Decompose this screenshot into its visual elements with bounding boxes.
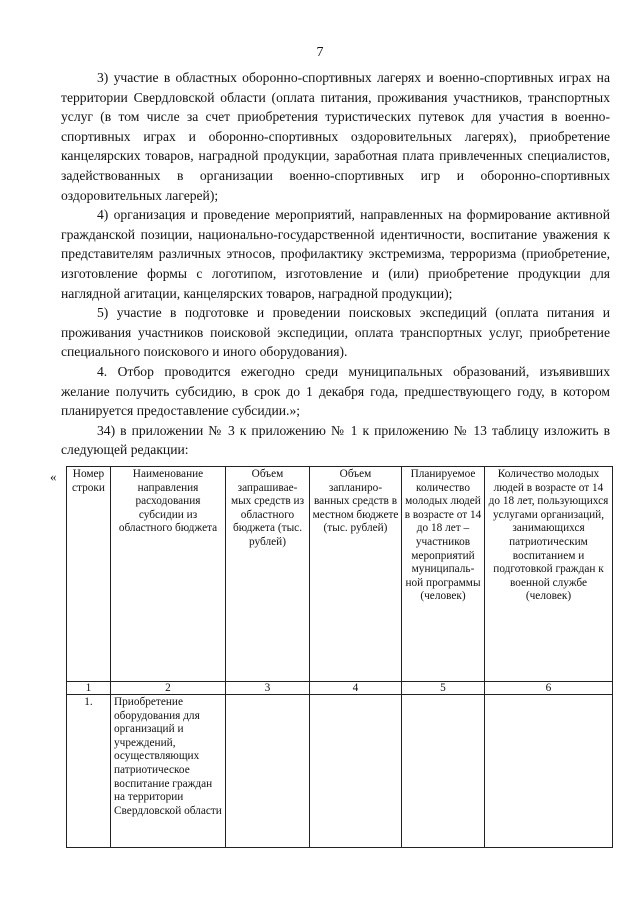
subsidy-table <box>66 466 613 848</box>
column-number: 6 <box>485 682 613 695</box>
header-requested-funds: Объем запрашивае-мых средств из областного бюджета (тыс. рублей) <box>226 467 310 682</box>
row-direction-cell: Приобретение оборудования для организаций и учреждений, осуществляющих патриотическое воспитание граждан на территории Свердловской области <box>111 695 226 848</box>
paragraph-item-4: 4) организация и проведение мероприятий, направленных на формирование активной гражданской позиции, национально-государственной идентичности, воспитание уважения к представителям различных этносов, профилактику экстремизма, терроризма (приобретение, изготовление формы с логотипом, изготовление и (или) приобретение продукции для наглядной агитации, канцелярских товаров, наградной продукции); <box>61 207 610 301</box>
row-participants-cell <box>402 695 485 848</box>
row-planned-cell <box>310 695 402 848</box>
column-number: 2 <box>111 682 226 695</box>
column-number: 3 <box>226 682 310 695</box>
header-row-number: Номер строки <box>67 467 111 682</box>
table-header-row <box>67 467 613 682</box>
header-service-users: Количество молодых людей в возрасте от 14 до 18 лет, пользующихся услугами организаций, занимающихся патриотическим воспитанием и подготовкой граждан к военной службе (человек) <box>485 467 613 682</box>
table-column-numbers-row <box>67 682 613 695</box>
header-planned-funds: Объем запланиро-ванных средств в местном бюджете (тыс. рублей) <box>310 467 402 682</box>
paragraph-selection: 4. Отбор проводится ежегодно среди муниципальных образований, изъявивших желание получить субсидию, в срок до 1 декабря года, предшествующего году, в котором планируется предоставление субсидии.»; <box>61 363 610 419</box>
header-planned-participants: Планируемое количество молодых людей в возрасте от 14 до 18 лет – участников мероприятий муниципаль-ной программы (человек) <box>402 467 485 682</box>
column-number: 5 <box>402 682 485 695</box>
column-number: 4 <box>310 682 402 695</box>
paragraph-item-5: 5) участие в подготовке и проведении поисковых экспедиций (оплата питания и проживания участников поисковой экспедиции, оплата транспортных услуг, приобретение специального поискового и иного оборудования). <box>61 305 610 360</box>
paragraph-item-3: 3) участие в областных оборонно-спортивных лагерях и военно-спортивных играх на территории Свердловской области (оплата питания, проживания участников, транспортных услуг (в том числе за счет приобретения туристических путевок для участия в военно-спортивных играх и оборонно-спортивных оздоровительных лагерях), приобретение канцелярских товаров, наградной продукции, заработная плата привлеченных специалистов, задействованных в организации военно-спортивных игр и оборонно-спортивных оздоровительных лагерей); <box>61 70 610 203</box>
row-users-cell <box>485 695 613 848</box>
header-direction: Наименование направления расходования субсидии из областного бюджета <box>111 467 226 682</box>
page-number: 7 <box>316 45 324 60</box>
paragraph-amendment-34: 34) в приложении № 3 к приложению № 1 к приложению № 13 таблицу изложить в следующей редакции: <box>61 422 610 458</box>
column-number: 1 <box>67 682 111 695</box>
table-row <box>67 695 613 848</box>
document-body <box>61 68 610 460</box>
opening-quote: « <box>50 469 57 484</box>
row-requested-cell <box>226 695 310 848</box>
row-number-cell: 1. <box>67 695 111 848</box>
